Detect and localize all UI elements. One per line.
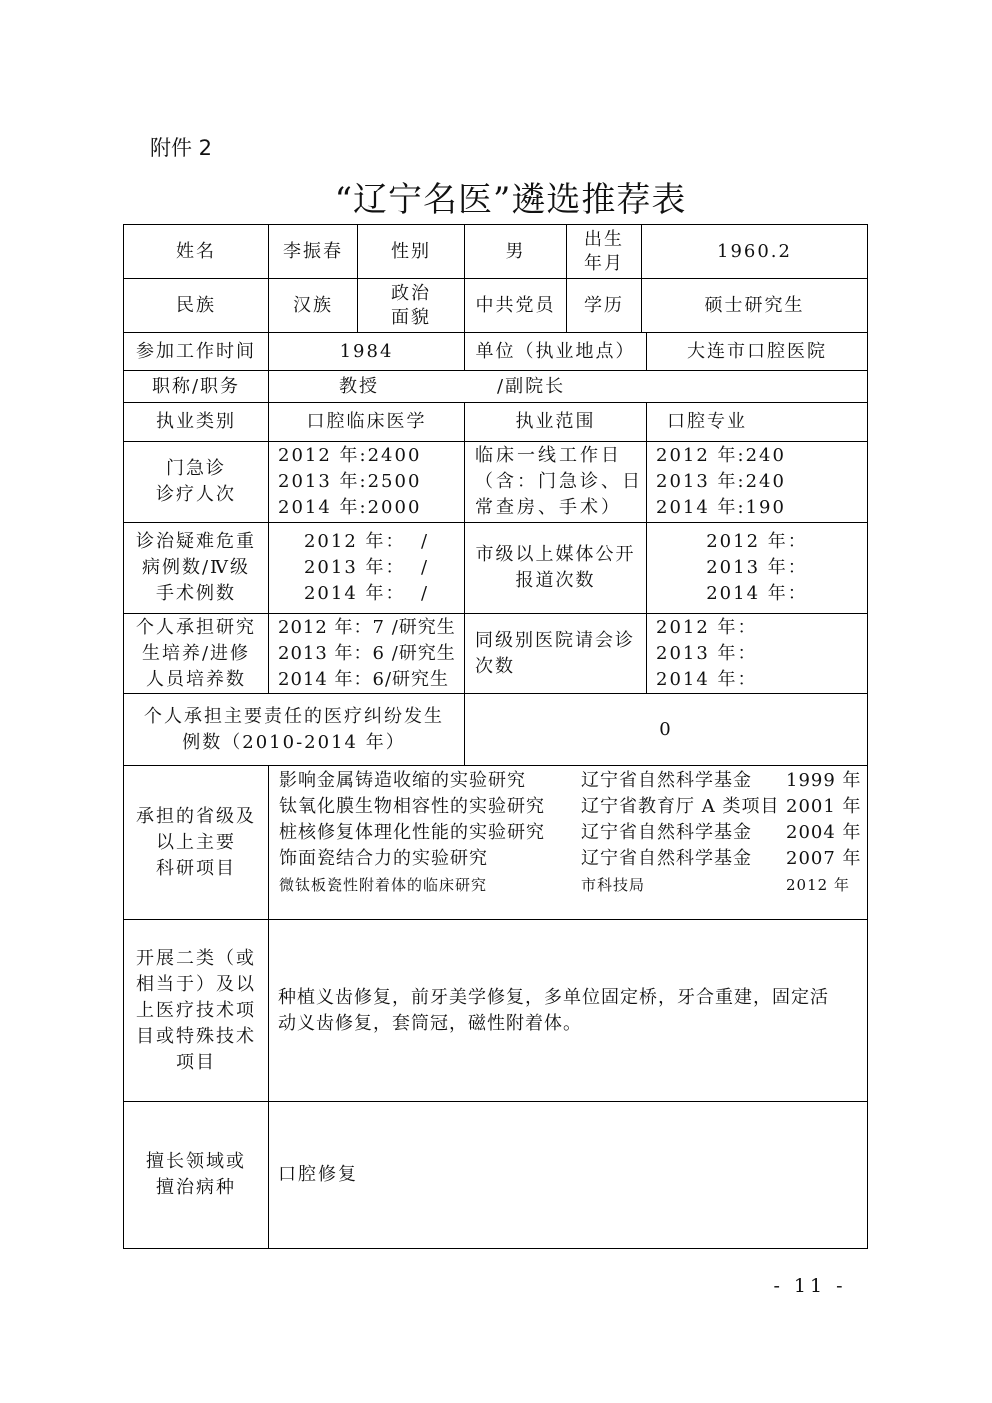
- training-values: 2012 年：7 /研究生 2013 年：6 /研究生 2014 年：6/研究生: [268, 613, 465, 694]
- research-item: 钛氧化膜生物相容性的实验研究 辽宁省教育厅 A 类项目 2001 年: [279, 796, 862, 817]
- work-start-value: 1984: [268, 332, 465, 371]
- frontline-label: 临床一线工作日 （含：门急诊、日 常查房、手术）: [464, 441, 647, 523]
- medical-tech-label: 开展二类（或 相当于）及以 上医疗技术项 目或特殊技术 项目: [123, 919, 269, 1102]
- training-label: 个人承担研究 生培养/进修 人员培养数: [123, 613, 269, 694]
- name-value: 李振春: [268, 224, 358, 279]
- research-projects-list: [268, 765, 868, 920]
- unit-value: 大连市口腔医院: [646, 332, 868, 371]
- name-label: 姓名: [123, 224, 269, 279]
- dispute-value: 0: [464, 693, 868, 766]
- birth-label: 出生 年月: [566, 224, 642, 279]
- gender-label: 性别: [357, 224, 465, 279]
- research-item: 桩核修复体理化性能的实验研究 辽宁省自然科学基金 2004 年: [279, 822, 862, 843]
- education-value: 硕士研究生: [641, 278, 868, 333]
- specialty-value: 口腔修复: [268, 1101, 868, 1249]
- politics-value: 中共党员: [464, 278, 567, 333]
- difficult-cases-label: 诊治疑难危重 病例数/Ⅳ级 手术例数: [123, 522, 269, 614]
- specialty-label: 擅长领域或 擅治病种: [123, 1101, 269, 1249]
- unit-label: 单位（执业地点）: [464, 332, 647, 371]
- education-label: 学历: [566, 278, 642, 333]
- research-item: 微钛板瓷性附着体的临床研究 市科技局 2012 年: [279, 876, 850, 894]
- attachment-label: 附件 2: [150, 136, 213, 160]
- outpatient-values: 2012 年:2400 2013 年:2500 2014 年:2000: [268, 441, 465, 523]
- difficult-cases-values: 2012 年： / 2013 年： / 2014 年： /: [268, 522, 465, 614]
- work-start-label: 参加工作时间: [123, 332, 269, 371]
- medical-tech-value: 种植义齿修复，前牙美学修复，多单位固定桥，牙合重建，固定活 动义齿修复，套筒冠，磁性附着体。: [268, 919, 868, 1102]
- title-label: 职称/职务: [123, 370, 269, 403]
- form-title: “辽宁名医”遴选推荐表: [334, 180, 687, 220]
- research-item: 影响金属铸造收缩的实验研究 辽宁省自然科学基金 1999 年: [279, 770, 862, 791]
- politics-label: 政治 面貌: [357, 278, 465, 333]
- practice-type-label: 执业类别: [123, 402, 269, 442]
- practice-type-value: 口腔临床医学: [268, 402, 465, 442]
- dispute-label: 个人承担主要责任的医疗纠纷发生 例数（2010-2014 年）: [123, 693, 465, 766]
- media-reports-label: 市级以上媒体公开 报道次数: [464, 522, 647, 614]
- media-reports-values: 2012 年： 2013 年： 2014 年：: [646, 522, 868, 614]
- practice-scope-value: 口腔专业: [646, 402, 868, 442]
- page-number: - 11 -: [773, 1275, 847, 1297]
- research-item: 饰面瓷结合力的实验研究 辽宁省自然科学基金 2007 年: [279, 848, 862, 869]
- title-value: 教授 /副院长: [268, 370, 868, 403]
- ethnicity-label: 民族: [123, 278, 269, 333]
- birth-value: 1960.2: [641, 224, 868, 279]
- ethnicity-value: 汉族: [268, 278, 358, 333]
- practice-scope-label: 执业范围: [464, 402, 647, 442]
- consultation-values: 2012 年： 2013 年： 2014 年：: [646, 613, 868, 694]
- gender-value: 男: [464, 224, 567, 279]
- research-projects-label: 承担的省级及 以上主要 科研项目: [123, 765, 269, 920]
- frontline-values: 2012 年:240 2013 年:240 2014 年:190: [646, 441, 868, 523]
- consultation-label: 同级别医院请会诊 次数: [464, 613, 647, 694]
- outpatient-label: 门急诊 诊疗人次: [123, 441, 269, 523]
